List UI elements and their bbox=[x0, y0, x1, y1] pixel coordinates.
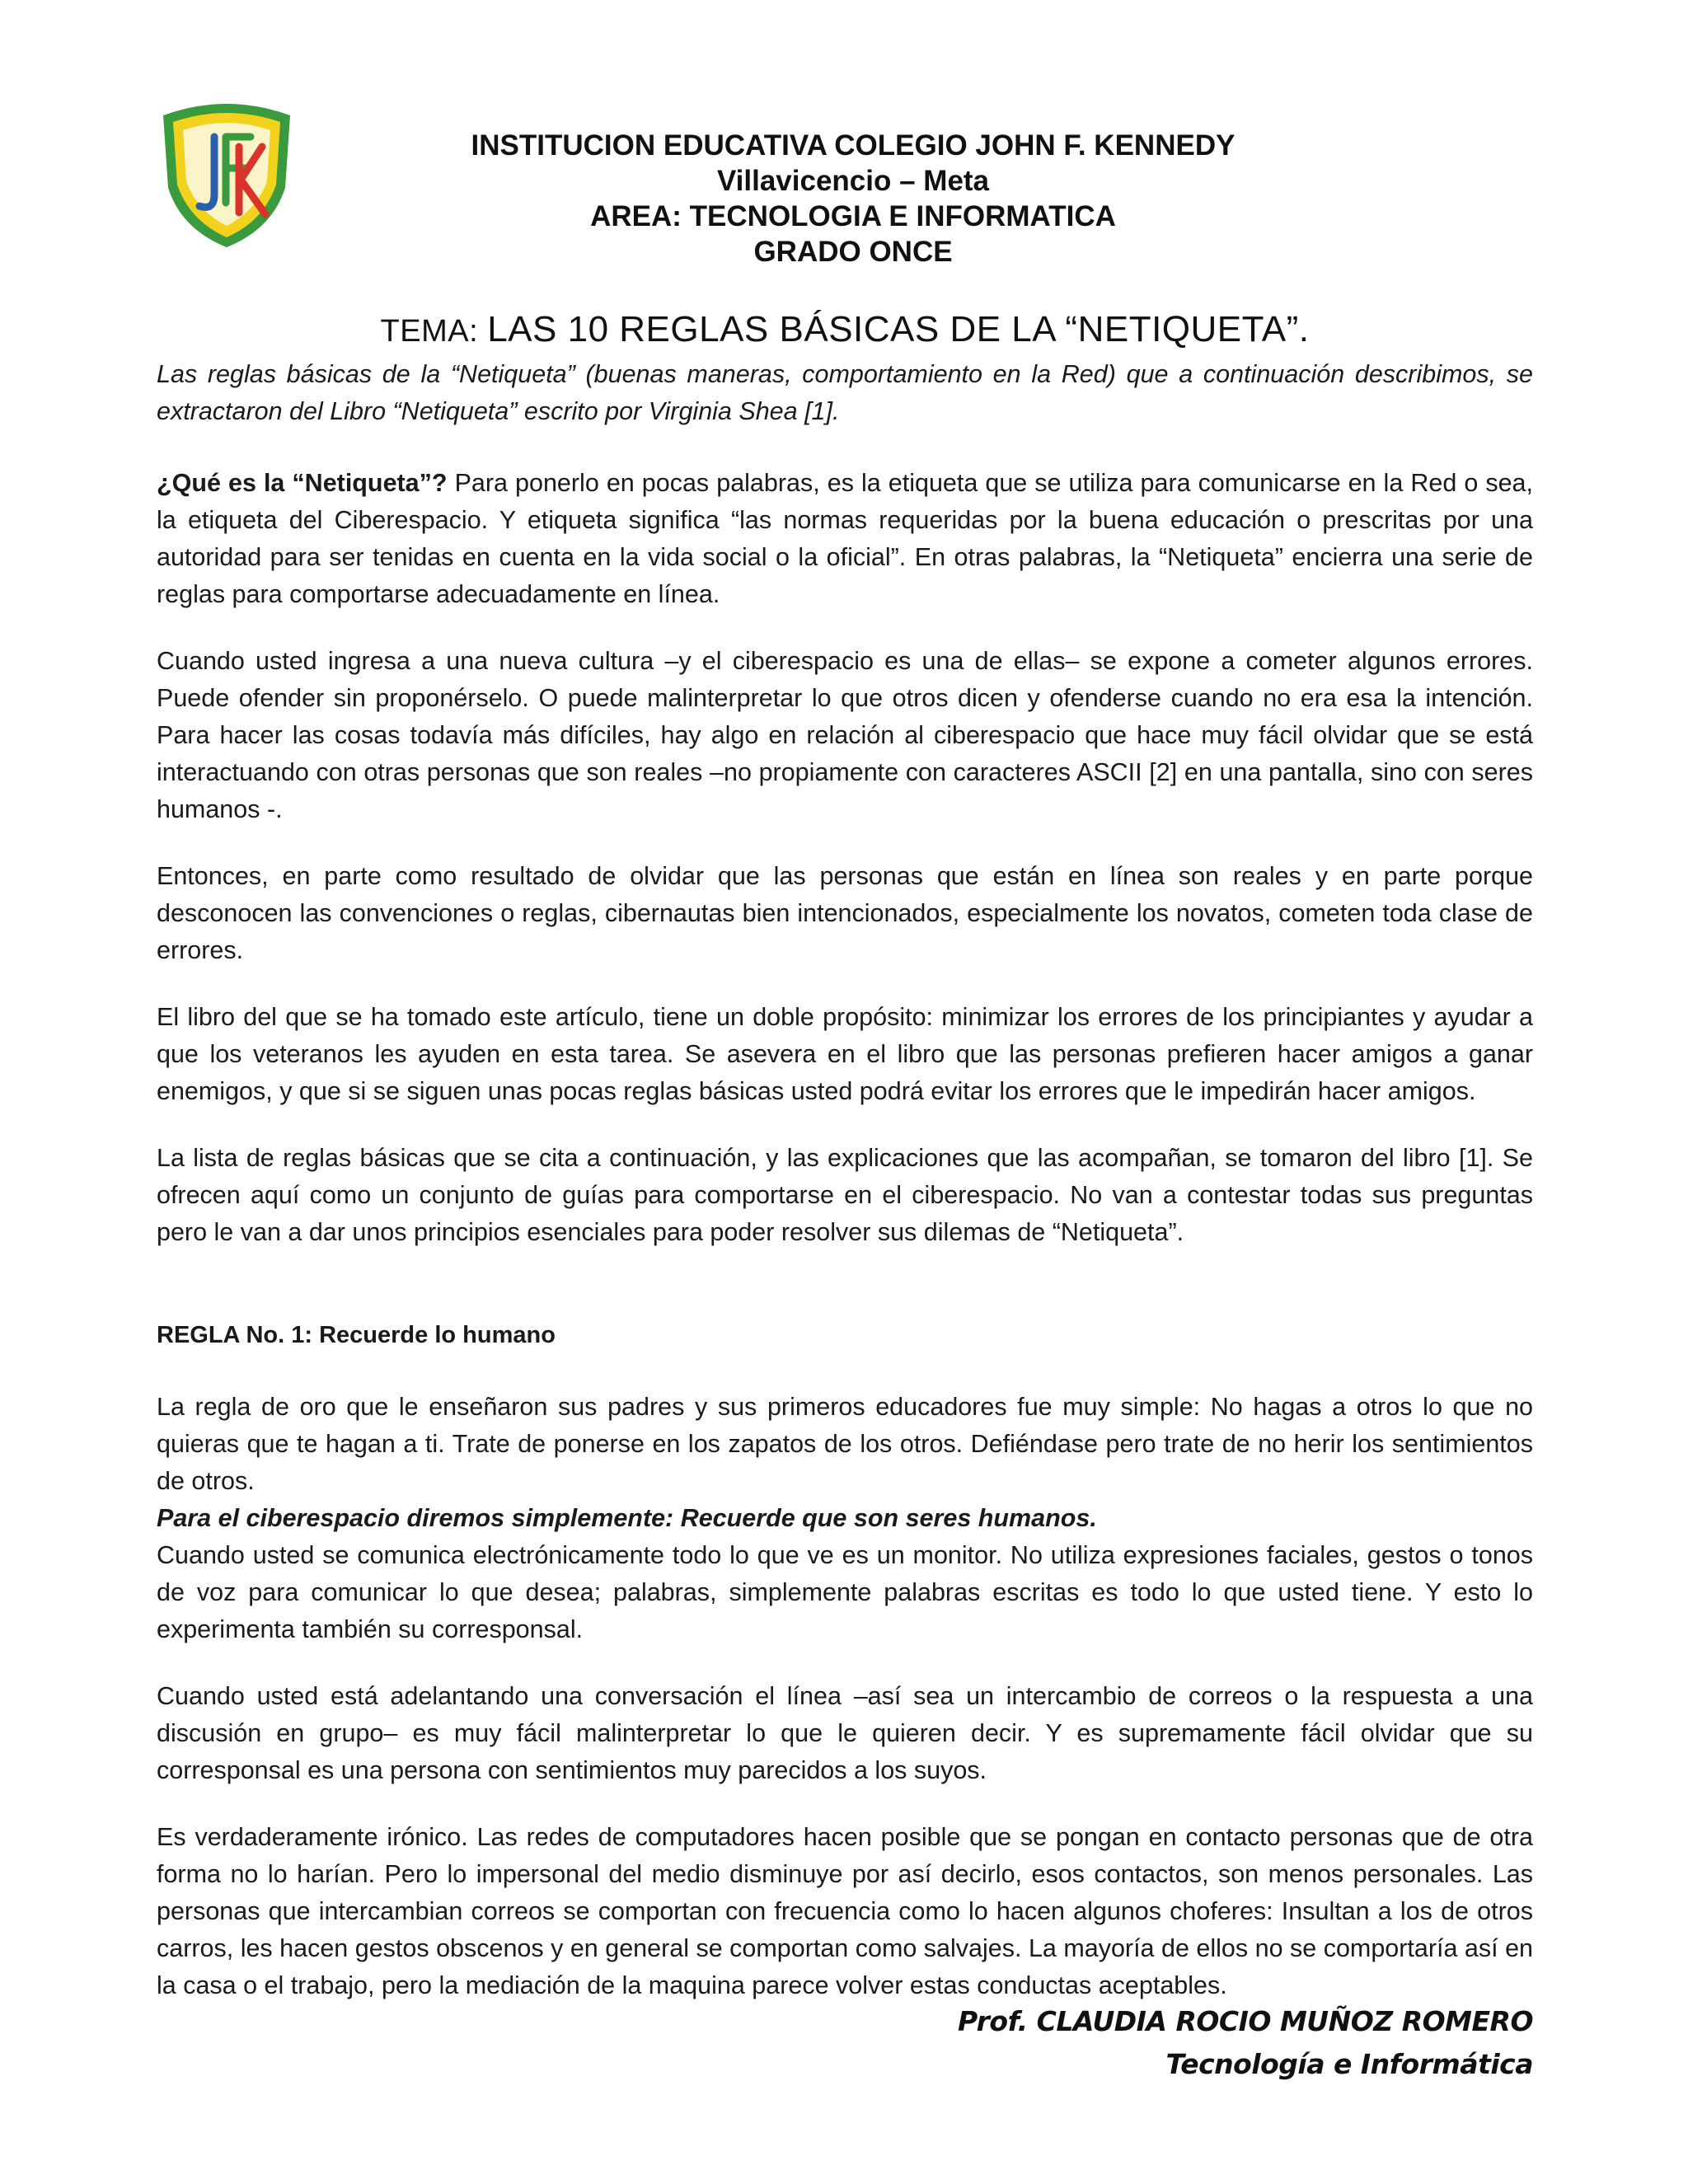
body-paragraph: La lista de reglas básicas que se cita a continuación, y las explicaciones que las acompañan, se tomaron del libro [1]. Se ofrecen aquí como un conjunto de guías para comportarse en el ciberespacio. No van a contestar todas sus preguntas pero le van a dar unos principios esenciales para poder resolver sus dilemas de “Netiqueta”. bbox=[157, 1144, 1533, 1246]
topic-title bbox=[157, 307, 1533, 354]
rule-1-paragraph: Es verdaderamente irónico. Las redes de computadores hacen posible que se pongan en contacto personas que de otra forma no lo harían. Pero lo impersonal del medio disminuye por así decirlo, esos contactos, son menos personales. Las personas que intercambian correos se comportan con frecuencia como lo hacen algunos choferes: Insultan a los de otros carros, les hacen gestos obscenos y en general se comportan como salvajes. La mayoría de ellos no se comportaría así en la casa o el trabajo, pero la mediación de la maquina parece volver estas conductas aceptables. bbox=[157, 1823, 1533, 1999]
institution-name: INSTITUCION EDUCATIVA COLEGIO JOHN F. KENNEDY bbox=[471, 129, 1236, 162]
subject-area: AREA: TECNOLOGIA E INFORMATICA bbox=[590, 200, 1116, 232]
body-paragraph: Cuando usted ingresa a una nueva cultura –y el ciberespacio es una de ellas– se expone a cometer algunos errores. Puede ofender sin proponérselo. O puede malinterpretar lo que otros dicen y ofenderse cuando no era esa la intención. Para hacer las cosas todavía más difíciles, hay algo en relación al ciberespacio que hace muy fácil olvidar que se está interactuando con otras personas que son reales –no propiamente con caracteres ASCII [2] en una pantalla, sino con seres humanos -. bbox=[157, 647, 1533, 823]
school-crest-icon bbox=[157, 97, 297, 250]
body-paragraph: El libro del que se ha tomado este artículo, tiene un doble propósito: minimizar los errores de los principiantes y ayudar a que los veteranos les ayuden en esta tarea. Se asevera en el libro que las personas prefieren hacer amigos a ganar enemigos, y que si se siguen unas pocas reglas básicas usted podrá evitar los errores que le impedirán hacer amigos. bbox=[157, 1003, 1533, 1105]
definition-answer: Para ponerlo en pocas palabras, es la etiqueta que se utiliza para comunicarse en la Red o sea, la etiqueta del Ciberespacio. Y etiqueta significa “las normas requeridas por la buena educación o prescritas por una autoridad para ser tenidas en cuenta en la vida social o la oficial”. En otras palabras, la “Netiqueta” encierra una serie de reglas para comportarse adecuadamente en línea. bbox=[157, 469, 1533, 608]
rule-1-paragraph: Cuando usted está adelantando una conversación el línea –así sea un intercambio de correos o la respuesta a una discusión en grupo– es muy fácil malinterpretar lo que le quieren decir. Y es supremamente fácil olvidar que su corresponsal es una persona con sentimientos muy parecidos a los suyos. bbox=[157, 1682, 1533, 1784]
document-body bbox=[157, 356, 1533, 2004]
definition-paragraph bbox=[157, 465, 1533, 613]
author-name: Prof. CLAUDIA ROCIO MUÑOZ ROMERO bbox=[957, 2005, 1533, 2037]
topic-label: TEMA: bbox=[380, 314, 488, 349]
grade-level: GRADO ONCE bbox=[753, 236, 953, 268]
author-signature bbox=[958, 2000, 1533, 2086]
document-header bbox=[346, 128, 1360, 269]
rule-1-paragraph: Cuando usted se comunica electrónicamente todo lo que ve es un monitor. No utiliza expresiones faciales, gestos o tonos de voz para comunicar lo que desea; palabras, simplemente palabras escritas es todo lo que usted tiene. Y esto lo experimenta también su corresponsal. bbox=[157, 1541, 1533, 1643]
intro-paragraph: Las reglas básicas de la “Netiqueta” (buenas maneras, comportamiento en la Red) que a continuación describimos, se extractaron del Libro “Netiqueta” escrito por Virginia Shea [1]. bbox=[157, 360, 1533, 425]
rule-1-golden-rule: La regla de oro que le enseñaron sus padres y sus primeros educadores fue muy simple: No hagas a otros lo que no quieras que te hagan a ti. Trate de ponerse en los zapatos de los otros. Defiéndase pero trate de no herir los sentimientos de otros. bbox=[157, 1393, 1533, 1495]
body-paragraph: Entonces, en parte como resultado de olvidar que las personas que están en línea son reales y en parte porque desconocen las convenciones o reglas, cibernautas bien intencionados, especialmente los novatos, cometen toda clase de errores. bbox=[157, 862, 1533, 964]
author-subject: Tecnología e Informática bbox=[1165, 2048, 1533, 2080]
rule-1-title: REGLA No. 1: Recuerde lo humano bbox=[157, 1322, 556, 1348]
topic-text: LAS 10 REGLAS BÁSICAS DE LA “NETIQUETA”. bbox=[487, 309, 1310, 349]
rule-1-emphasis: Para el ciberespacio diremos simplemente: Recuerde que son seres humanos. bbox=[157, 1504, 1097, 1532]
institution-city: Villavicencio – Meta bbox=[716, 165, 990, 197]
definition-question: ¿Qué es la “Netiqueta”? bbox=[157, 469, 448, 497]
